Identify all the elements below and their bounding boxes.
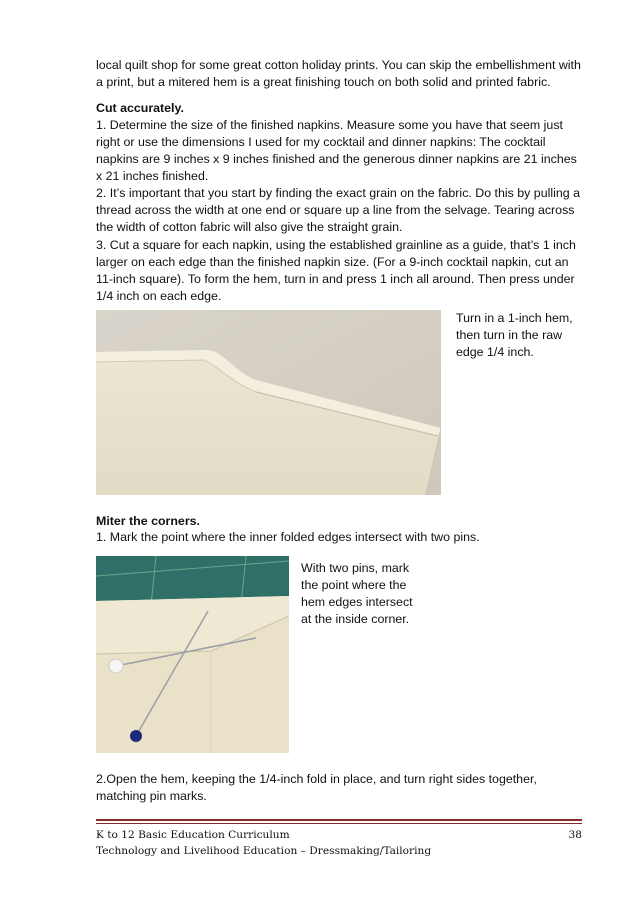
cut-accurately-heading: Cut accurately. bbox=[96, 101, 184, 115]
footer-rule-thick bbox=[96, 819, 582, 821]
footer bbox=[96, 827, 582, 859]
miter-step-2-paragraph: 2.Open the hem, keeping the 1/4-inch fold in place, and turn right sides together, matching pin marks. bbox=[96, 772, 537, 803]
corner-pins-illustration bbox=[96, 556, 289, 753]
footer-subject: Technology and Livelihood Education – Dressmaking/Tailoring bbox=[96, 845, 432, 857]
miter-corners-heading: Miter the corners. bbox=[96, 514, 200, 528]
intro-paragraph: local quilt shop for some great cotton holiday prints. You can skip the embellishment with a print, but a mitered hem is a great finishing touch on both solid and printed fabric. bbox=[96, 58, 581, 89]
step-3-paragraph: 3. Cut a square for each napkin, using the established grainline as a guide, that’s 1 inch larger on each edge than the finished napkin size. (For a 9-inch cocktail napkin, cut an 11-inch square). To form the hem, turn in and press 1 inch all around. Then press under 1/4 inch on each edge. bbox=[96, 238, 576, 303]
step-1-paragraph: 1. Determine the size of the finished napkins. Measure some you have that seem just right or use the dimensions I used for my cocktail and dinner napkins: The cocktail napkins are 9 inches x 9 inches finished and the generous dinner napkins are 21 inches x 21 inches finished. bbox=[96, 118, 577, 183]
hem-fold-photo bbox=[96, 310, 441, 495]
hem-fold-illustration bbox=[96, 310, 441, 495]
footer-curriculum: K to 12 Basic Education Curriculum bbox=[96, 829, 290, 841]
hem-photo-caption: Turn in a 1-inch hem, then turn in the raw edge 1/4 inch. bbox=[456, 311, 573, 359]
footer-rule-thin bbox=[96, 823, 582, 824]
miter-step-1-paragraph: 1. Mark the point where the inner folded edges intersect with two pins. bbox=[96, 530, 480, 544]
pins-photo-caption: With two pins, mark the point where the hem edges intersect at the inside corner. bbox=[301, 561, 413, 626]
page-number: 38 bbox=[568, 829, 582, 841]
corner-pins-photo bbox=[96, 556, 289, 753]
step-2-paragraph: 2. It’s important that you start by finding the exact grain on the fabric. Do this by pulling a thread across the width at one end or square up a line from the selvage. Tearing across the width of cotton fabric will also give the straight grain. bbox=[96, 186, 580, 234]
